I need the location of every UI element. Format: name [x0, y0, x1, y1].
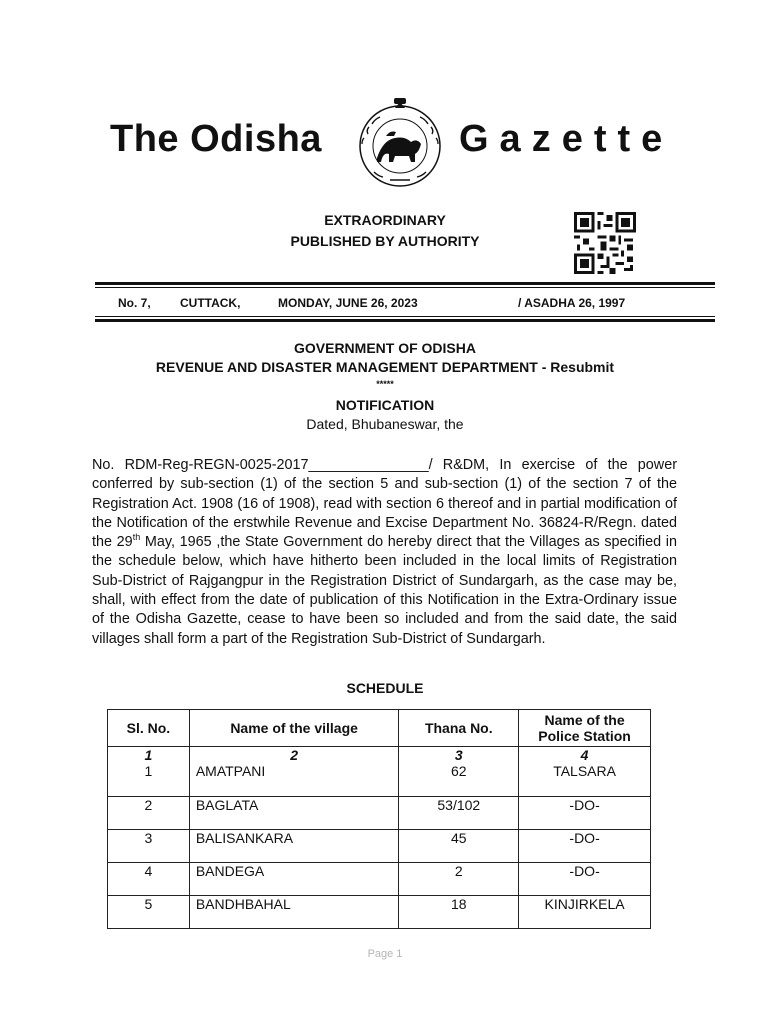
police-station: TALSARA [519, 763, 651, 797]
state-emblem [350, 94, 450, 194]
gazette-title-left: The Odisha [110, 118, 322, 160]
village-name: BANDEGA [189, 863, 399, 896]
notification-dated: Dated, Bhubaneswar, the [306, 416, 464, 432]
thana-number: 45 [399, 830, 519, 863]
government-heading: GOVERNMENT OF ODISHA [293, 340, 476, 356]
thana-number: 2 [399, 863, 519, 896]
column-number: 2 [189, 747, 399, 764]
column-number: 1 [108, 747, 190, 764]
issue-saka-date: / ASADHA 26, 1997 [518, 296, 626, 310]
police-station: -DO- [519, 797, 651, 830]
serial-number: 2 [108, 797, 190, 830]
notification-body-text-cont: May, 1965 ,the State Government do hereby direct that the Villages as specified in the schedule below, which have hitherto been included in the local limits of Registration Sub-District of Rajgangpur in the Registration District of Sundargarh, as the case may be, shall, with effect from the date of publication of this Notification in the Extra-Ordinary issue of the Odisha Gazette, cease to have been so included and from the said date, the said villages shall form a part of the Registration Sub-District of Sundargarh. [92, 534, 677, 647]
extraordinary-label: EXTRAORDINARY [324, 212, 446, 228]
header-rule-top-thin [95, 287, 715, 288]
column-header: Name of the Police Station [519, 710, 651, 747]
notification-heading: NOTIFICATION [335, 397, 435, 413]
column-header: Thana No. [399, 710, 519, 747]
page-number: Page 1 [367, 948, 403, 960]
column-number: 3 [399, 747, 519, 764]
thana-number: 18 [399, 896, 519, 929]
qr-code [574, 212, 636, 274]
department-heading: REVENUE AND DISASTER MANAGEMENT DEPARTMENT - Resubmit [155, 359, 615, 375]
odisha-emblem-icon [350, 94, 450, 194]
schedule-title: SCHEDULE [346, 680, 424, 696]
village-name: BALISANKARA [189, 830, 399, 863]
police-station: KINJIRKELA [519, 896, 651, 929]
serial-number: 5 [108, 896, 190, 929]
table-row [108, 797, 651, 830]
serial-number: 1 [108, 763, 190, 797]
heading-separator: ***** [376, 379, 394, 389]
village-name: BANDHBAHAL [189, 896, 399, 929]
schedule-table [107, 709, 651, 929]
issue-number: No. 7, [118, 296, 151, 310]
gazette-title-right: Gazette [459, 118, 674, 160]
column-number: 4 [519, 747, 651, 764]
header-rule-bottom [95, 319, 715, 322]
column-header: Name of the village [189, 710, 399, 747]
table-row [108, 863, 651, 896]
table-row [108, 896, 651, 929]
serial-number: 4 [108, 863, 190, 896]
column-header: Sl. No. [108, 710, 190, 747]
notification-body-text: No. RDM-Reg-REGN-0025-2017_______________/ R&DM, In exercise of the power conferred by sub-section (1) of the section 5 and sub-section (1) of the section 7 of the Registration Act. 1908 (16 of 1908), read with section 6 thereof and in partial modification of the Notification of the erstwhile Revenue and Excise Department No. 36824-R/Regn. dated the 29 [92, 457, 677, 551]
village-name: BAGLATA [189, 797, 399, 830]
police-station: -DO- [519, 830, 651, 863]
header-rule-top [95, 282, 715, 285]
column-number-row [108, 747, 651, 764]
date-ordinal-suffix: th [132, 532, 141, 543]
notification-body [92, 456, 677, 649]
village-name: AMATPANI [189, 763, 399, 797]
police-station: -DO- [519, 863, 651, 896]
thana-number: 62 [399, 763, 519, 797]
table-row [108, 763, 651, 797]
schedule-header-row [108, 710, 651, 747]
qr-code-icon [574, 212, 636, 274]
issue-date: MONDAY, JUNE 26, 2023 [278, 296, 418, 310]
issue-place: CUTTACK, [180, 296, 241, 310]
thana-number: 53/102 [399, 797, 519, 830]
published-by-authority-label: PUBLISHED BY AUTHORITY [290, 233, 480, 249]
header-rule-bottom-thin [95, 316, 715, 317]
serial-number: 3 [108, 830, 190, 863]
table-row [108, 830, 651, 863]
